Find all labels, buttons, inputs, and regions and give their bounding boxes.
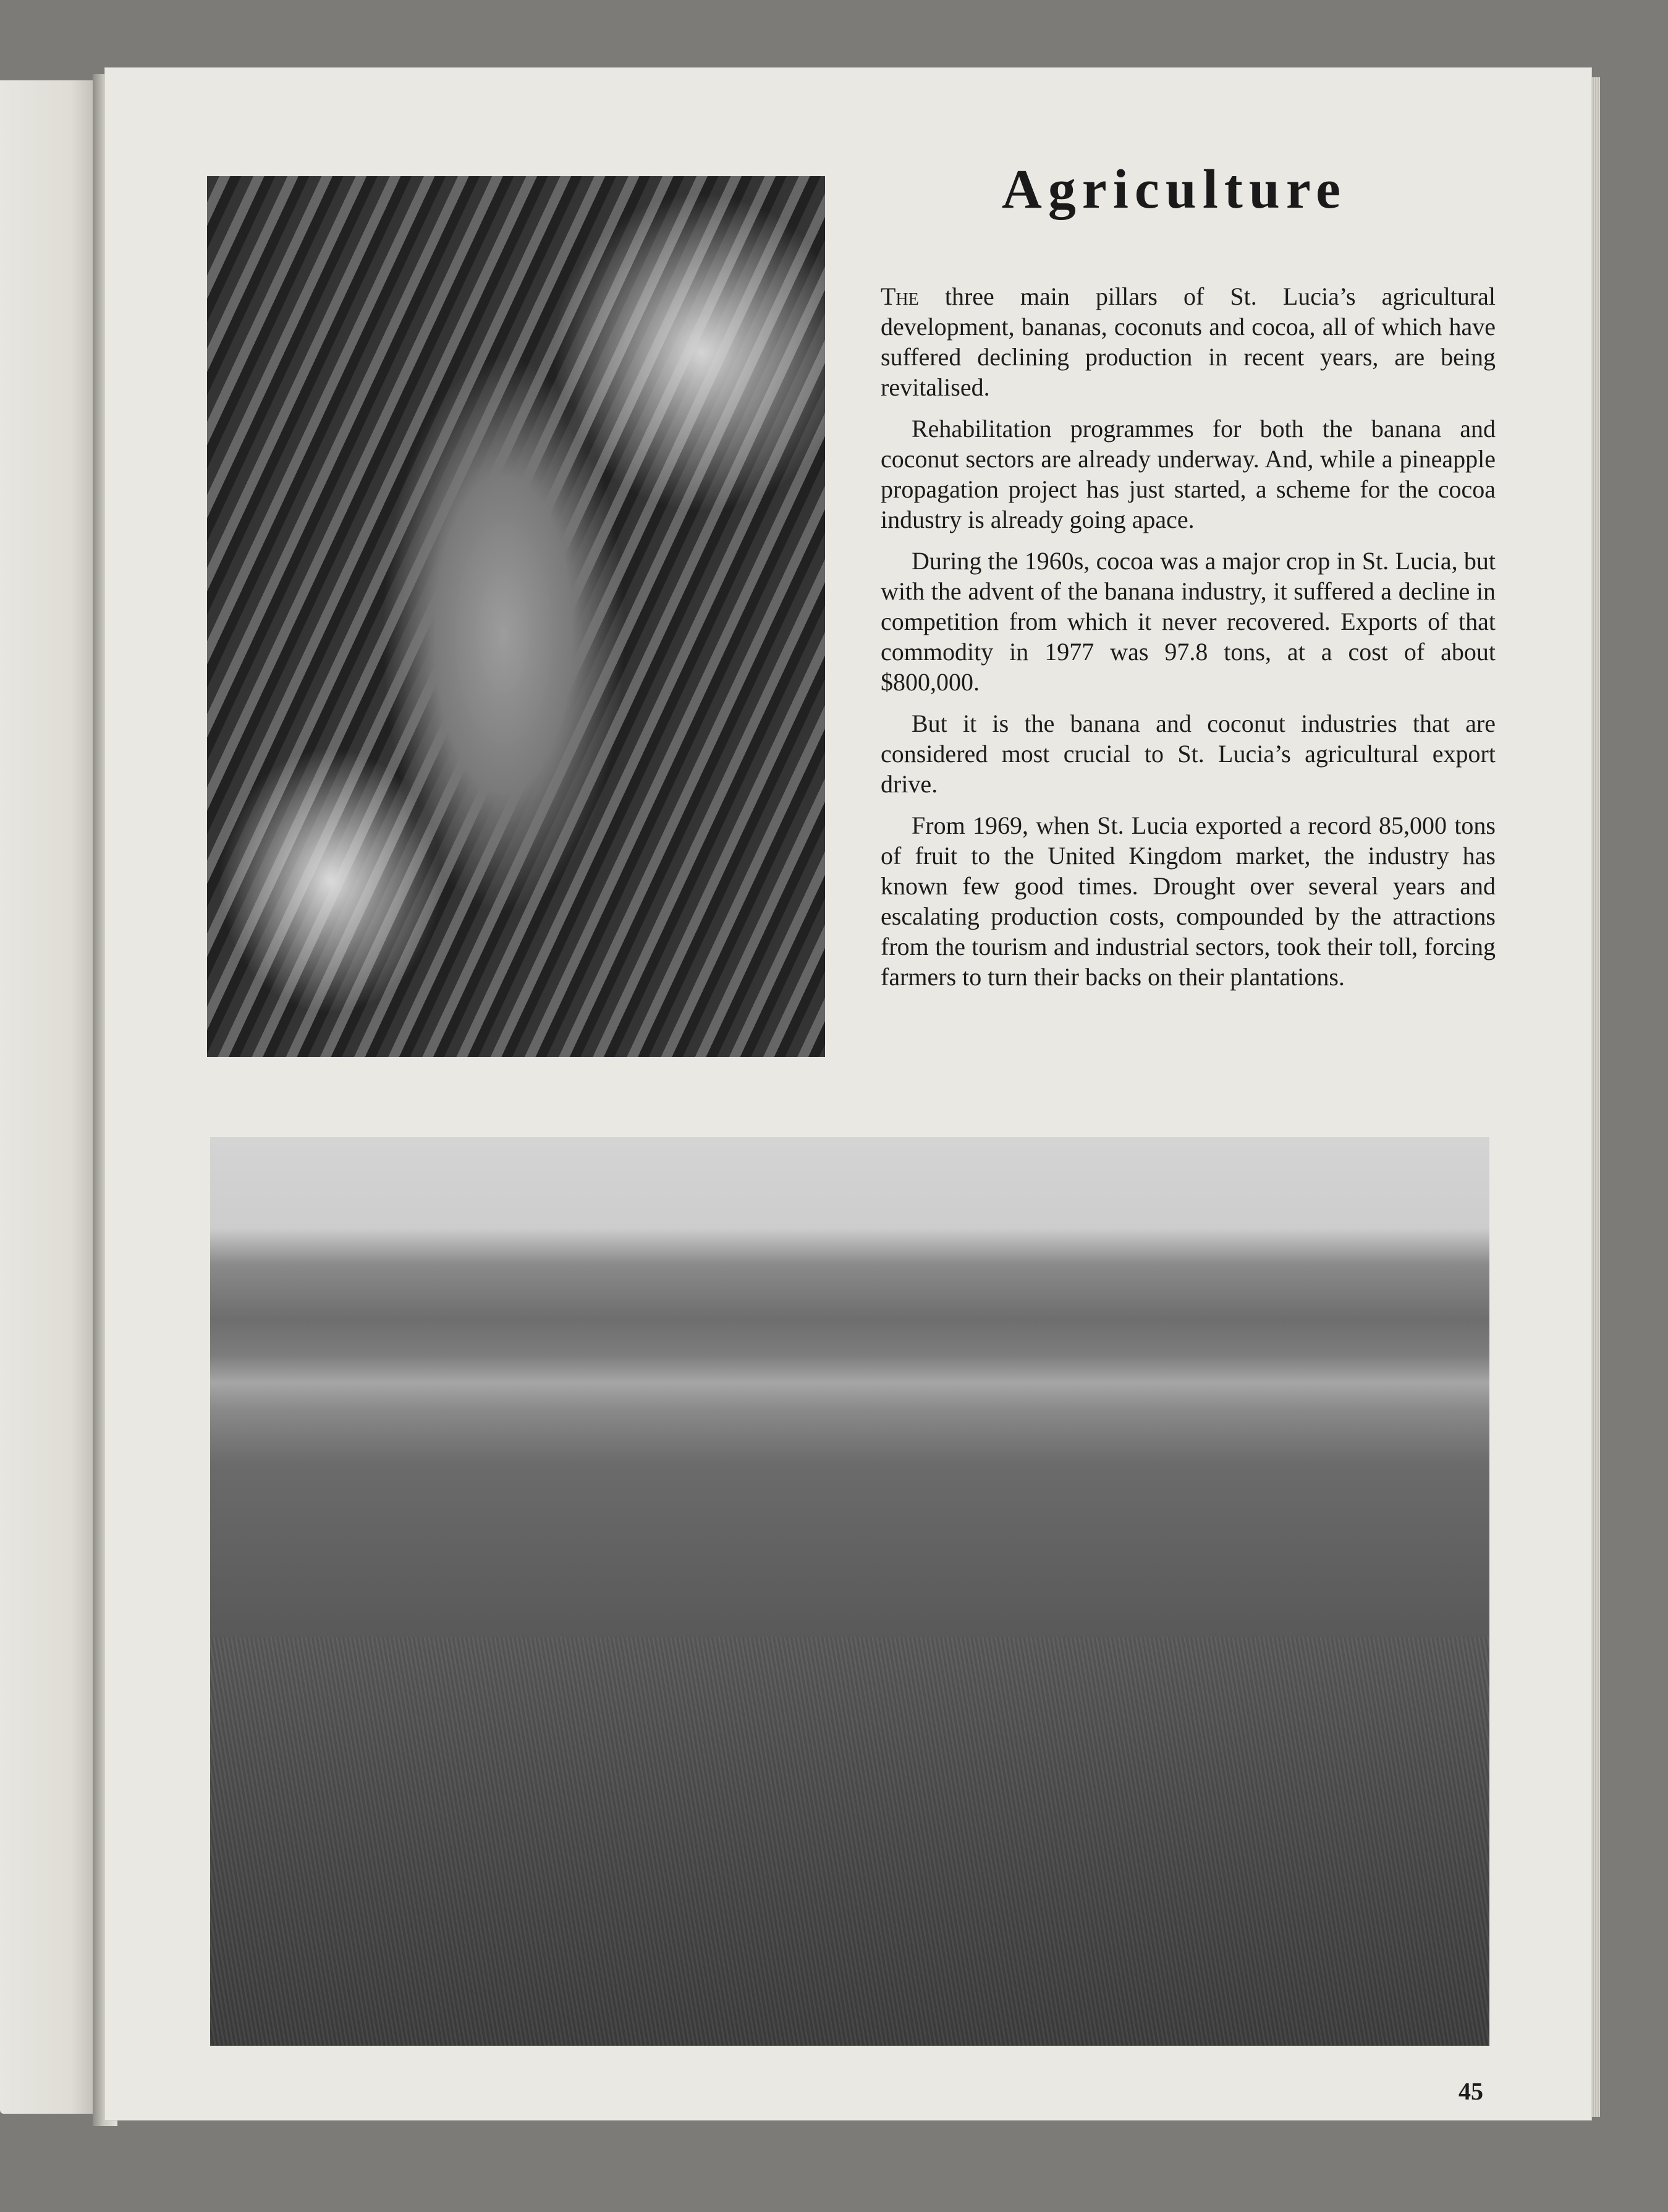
- paragraph-4: But it is the banana and coconut industries that are considered most crucial to St. Lucia’s agricultural export drive.: [881, 710, 1496, 798]
- paragraph-5: From 1969, when St. Lucia exported a record 85,000 tons of fruit to the United Kingdom market, the industry has known few good times. Drought over several years and escalating production costs, compounded by the attractions from the tourism and industrial sectors, took their toll, forcing farmers to turn their backs on their plantations.: [881, 811, 1496, 991]
- banana-bunch-photo: [207, 176, 825, 1057]
- paragraph-1: [881, 281, 1496, 402]
- page-stack-edge: [1591, 77, 1600, 2117]
- page-title: Agriculture: [1001, 159, 1347, 220]
- page-number: 45: [1458, 2077, 1483, 2105]
- paragraph-1-text: three main pillars of St. Lucia’s agricultural development, bananas, coconuts and cocoa, all of which have suffered declining production in recent years, are being revitalised.: [881, 282, 1496, 401]
- paragraph-2: Rehabilitation programmes for both the banana and coconut sectors are already underway. And, while a pineapple propagation project has just started, a scheme for the cocoa industry is already going apace.: [881, 415, 1496, 533]
- drop-word: The: [881, 282, 919, 310]
- article-body: [881, 281, 1496, 1003]
- paragraph-3: During the 1960s, cocoa was a major crop in St. Lucia, but with the advent of the banana industry, it suffered a decline in competition from which it never recovered. Exports of that commodity in 1977 was 97.8 tons, at a cost of about $800,000.: [881, 547, 1496, 696]
- facing-page-edge: [0, 80, 102, 2114]
- plantation-landscape-photo: [210, 1137, 1489, 2046]
